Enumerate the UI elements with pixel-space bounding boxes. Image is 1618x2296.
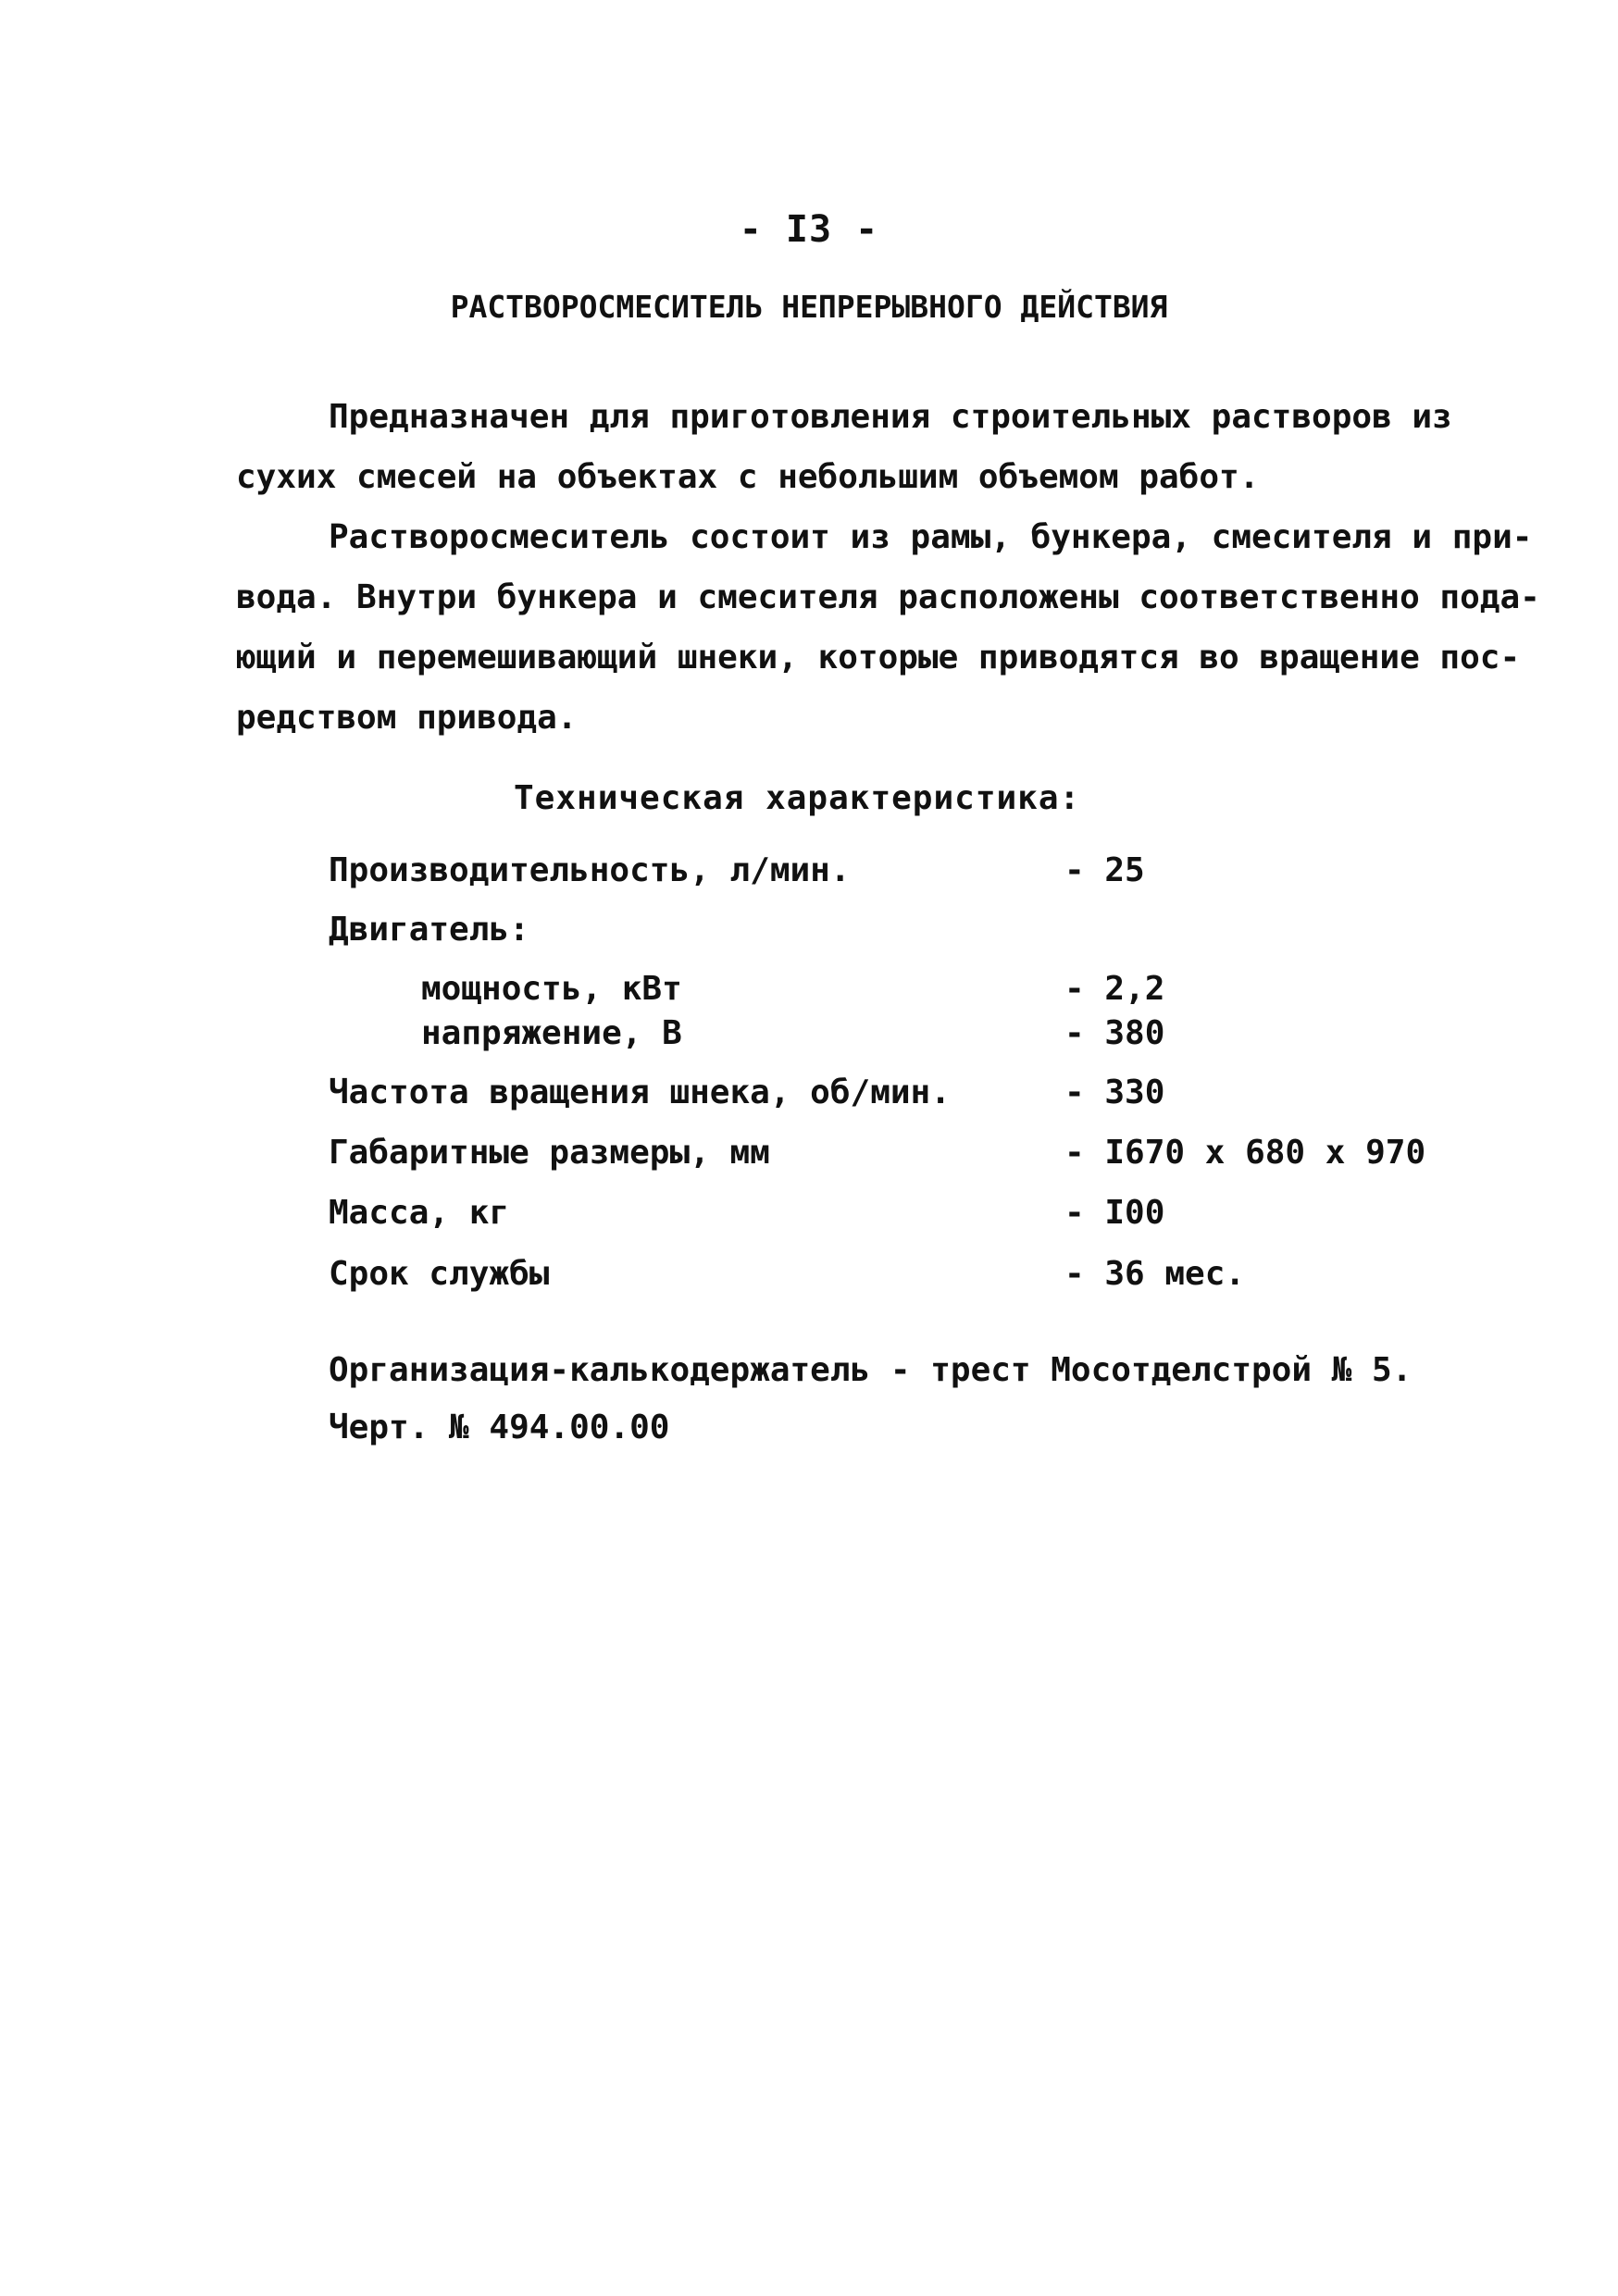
paragraph-line: Растворосмеситель состоит из рамы, бункера, смесителя и при- bbox=[329, 518, 1533, 556]
spec-label-productivity: Производительность, л/мин. bbox=[329, 851, 851, 889]
spec-value-productivity: - 25 bbox=[1064, 851, 1145, 889]
paragraph-line: вода. Внутри бункера и смесителя расположены соответственно пода- bbox=[236, 578, 1540, 616]
paragraph-line: сухих смесей на объектах с небольшим объемом работ. bbox=[236, 458, 1260, 496]
paragraph-line: ющий и перемешивающий шнеки, которые приводятся во вращение пос- bbox=[236, 639, 1521, 676]
drawing-number: Черт. № 494.00.00 bbox=[329, 1409, 670, 1446]
organization-line: Организация-калькодержатель - трест Мосотделстрой № 5. bbox=[329, 1351, 1413, 1389]
spec-label-dimensions: Габаритные размеры, мм bbox=[329, 1134, 770, 1172]
specs-heading: Техническая характеристика: bbox=[514, 779, 1081, 817]
spec-value-lifetime: - 36 мес. bbox=[1064, 1255, 1246, 1293]
spec-label-mass: Масса, кг bbox=[329, 1194, 510, 1232]
paragraph-line: редством привода. bbox=[236, 699, 578, 737]
spec-value-mass: - I00 bbox=[1064, 1194, 1165, 1232]
page-number: - I3 - bbox=[739, 208, 879, 251]
spec-value-voltage: - 380 bbox=[1064, 1014, 1165, 1052]
spec-label-rotation: Частота вращения шнека, об/мин. bbox=[329, 1074, 951, 1111]
spec-value-power: - 2,2 bbox=[1064, 970, 1165, 1008]
spec-label-power: мощность, кВт bbox=[421, 970, 682, 1008]
spec-value-rotation: - 330 bbox=[1064, 1074, 1165, 1111]
document-title: РАСТВОРОСМЕСИТЕЛЬ НЕПРЕРЫВНОГО ДЕЙСТВИЯ bbox=[450, 289, 1168, 325]
spec-label-lifetime: Срок службы bbox=[329, 1255, 550, 1293]
spec-value-dimensions: - I670 х 680 х 970 bbox=[1064, 1134, 1426, 1172]
paragraph-line: Предназначен для приготовления строительных растворов из bbox=[329, 398, 1452, 436]
spec-label-voltage: напряжение, В bbox=[421, 1014, 682, 1052]
spec-label-engine: Двигатель: bbox=[329, 911, 529, 949]
